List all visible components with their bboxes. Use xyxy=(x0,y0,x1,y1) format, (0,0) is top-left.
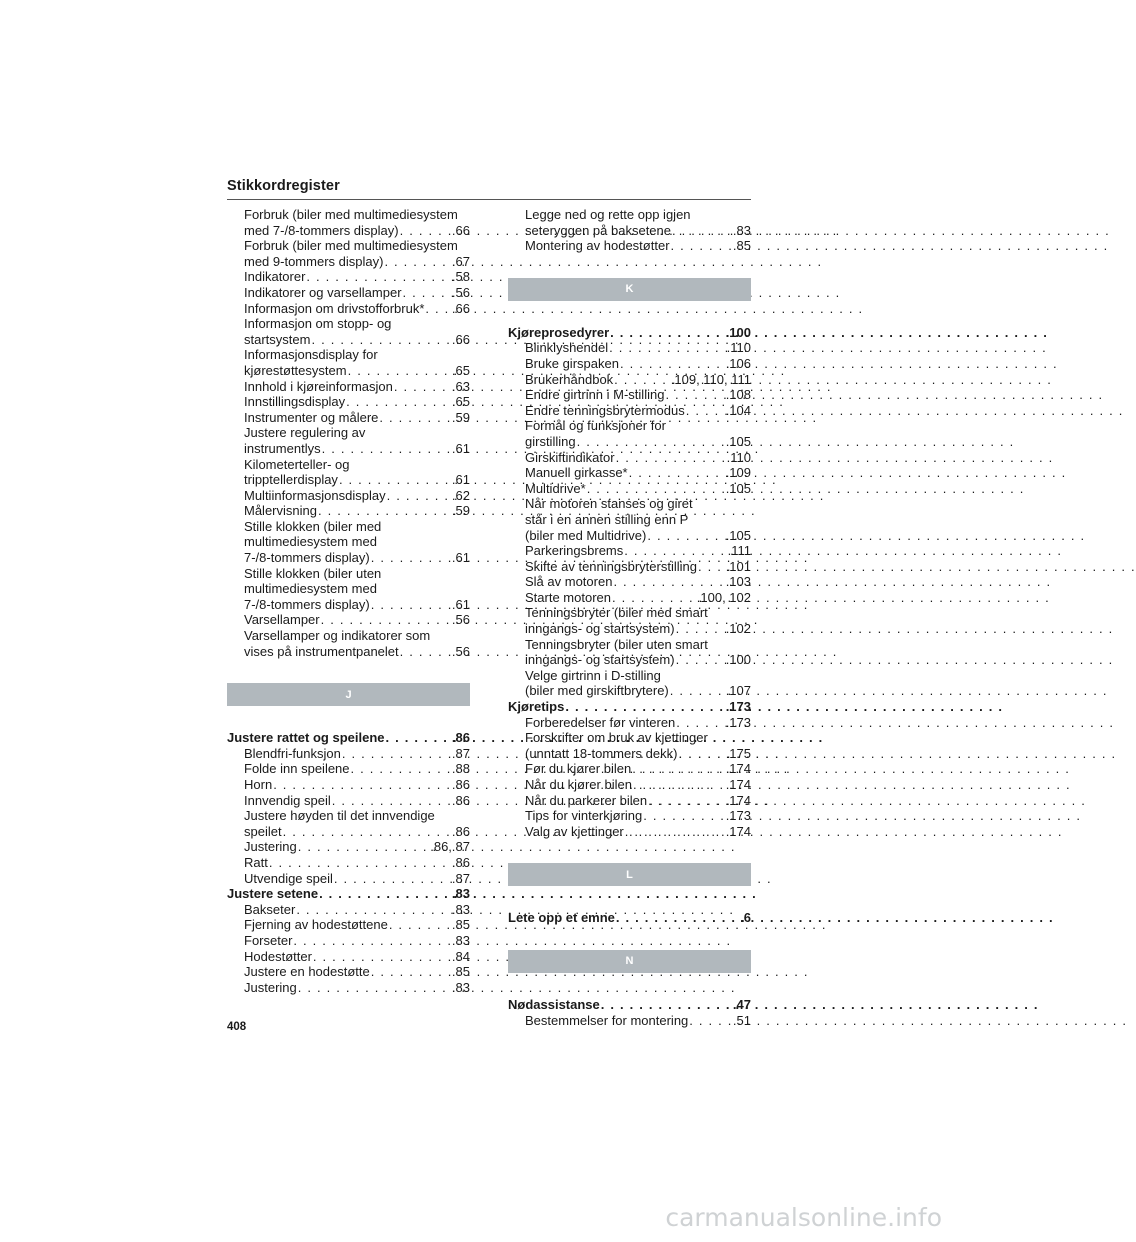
index-sub-entry[interactable] xyxy=(227,597,470,613)
dot-leader xyxy=(686,403,725,419)
dot-leader xyxy=(610,325,725,341)
entry-page-ref: .85 xyxy=(451,964,470,980)
dot-leader xyxy=(613,574,724,590)
entry-page-ref: .61 xyxy=(451,472,470,488)
entry-page-ref: .47 xyxy=(732,996,751,1012)
dot-leader xyxy=(379,410,451,426)
entry-page-ref: .65 xyxy=(451,394,470,410)
entry-page-ref: .86 xyxy=(451,792,470,808)
dot-leader xyxy=(665,387,724,403)
entry-page-ref: .86 xyxy=(451,730,470,746)
entry-page-ref: .174 xyxy=(725,761,751,777)
entry-label: Indikatorer xyxy=(244,269,306,285)
entry-label: Brukerhåndbok xyxy=(525,371,614,387)
entry-page-ref: .103 xyxy=(725,574,751,590)
entry-page-ref: .56 xyxy=(451,643,470,659)
index-sub-entry[interactable] xyxy=(508,652,751,668)
dot-leader xyxy=(306,269,451,285)
entry-label: Slå av motoren xyxy=(525,574,613,590)
index-sub-entry[interactable] xyxy=(508,481,751,497)
entry-label: Ratt xyxy=(244,854,268,870)
dot-leader xyxy=(400,223,451,239)
index-sub-entry[interactable] xyxy=(227,980,470,996)
dot-leader xyxy=(676,621,725,637)
entry-page-ref: .83 xyxy=(451,886,470,902)
index-entry-text-line: Justere høyden til det innvendige xyxy=(244,808,435,824)
entry-label: Bakseter xyxy=(244,901,296,917)
entry-page-ref: .86 xyxy=(451,854,470,870)
dot-leader xyxy=(322,441,451,457)
index-sub-entry[interactable] xyxy=(508,808,751,824)
entry-label: Horn xyxy=(244,777,273,792)
index-entry-text-line: Informasjonsdisplay for xyxy=(244,347,378,363)
entry-page-ref: .59 xyxy=(451,503,470,519)
dot-leader xyxy=(371,550,451,566)
entry-label: kjørestøttesystem xyxy=(244,362,347,378)
dot-leader xyxy=(624,543,726,559)
entry-label: Utvendige speil xyxy=(244,870,333,886)
dot-leader xyxy=(269,855,451,871)
dot-leader xyxy=(632,761,724,777)
index-sub-entry[interactable] xyxy=(508,621,751,637)
entry-label: seteryggen på baksetene xyxy=(525,222,671,238)
section-spacer xyxy=(508,839,751,863)
entry-page-ref: .173 xyxy=(725,714,751,730)
index-main-entry[interactable] xyxy=(227,730,470,746)
entry-page-ref: .106 xyxy=(725,355,751,371)
section-spacer xyxy=(508,926,751,950)
entry-page-ref: .110 xyxy=(726,340,751,356)
entry-label: (biler med Multidrive) xyxy=(525,527,647,543)
entry-label: 7-/8-tommers display) xyxy=(244,550,370,566)
index-entry-text-line: Tenningsbryter (biler uten smart xyxy=(525,636,708,652)
entry-page-ref: .85 xyxy=(451,917,470,933)
entry-label: Innstillingsdisplay xyxy=(244,394,346,410)
entry-label: Når du parkerer bilen xyxy=(525,792,648,808)
index-sub-entry[interactable] xyxy=(508,683,751,699)
entry-label: Instrumenter og målere xyxy=(244,409,379,425)
entry-label: Multiinformasjonsdisplay xyxy=(244,487,386,503)
entry-page-ref: .61 xyxy=(451,596,470,612)
entry-page-ref: .58 xyxy=(451,269,470,285)
entry-label: Før du kjører bilen xyxy=(525,761,632,777)
entry-page-ref: .83 xyxy=(451,979,470,995)
dot-leader xyxy=(616,910,739,926)
entry-page-ref: .105 xyxy=(725,527,751,543)
index-sub-entry[interactable] xyxy=(227,871,470,887)
dot-leader xyxy=(643,808,724,824)
dot-leader xyxy=(400,644,451,660)
dot-leader xyxy=(647,528,724,544)
dot-leader xyxy=(629,465,725,481)
dot-leader xyxy=(389,917,451,933)
entry-page-ref: .111 xyxy=(727,543,751,559)
entry-label: Nødassistanse xyxy=(508,996,600,1012)
entry-page-ref: .87 xyxy=(451,870,470,886)
entry-label: inngangs- og startsystem) xyxy=(525,621,675,637)
entry-label: Lete opp et emne xyxy=(508,910,615,926)
index-sub-entry[interactable] xyxy=(227,855,470,871)
index-sub-entry[interactable] xyxy=(227,269,470,285)
index-sub-entry[interactable] xyxy=(508,465,751,481)
section-spacer xyxy=(227,706,470,730)
index-sub-entry[interactable] xyxy=(227,612,470,628)
index-entry-text-line: står i en annen stilling enn P xyxy=(525,511,689,527)
index-sub-entry[interactable] xyxy=(227,746,470,762)
section-letter-header: N xyxy=(508,950,751,973)
dot-leader xyxy=(565,699,724,715)
index-sub-entry[interactable] xyxy=(508,387,751,403)
dot-leader xyxy=(319,886,451,902)
index-sub-entry[interactable] xyxy=(508,403,751,419)
entry-page-ref: .66 xyxy=(451,222,470,238)
index-sub-entry[interactable] xyxy=(227,917,470,933)
entry-page-ref: .85 xyxy=(732,238,751,254)
index-sub-entry[interactable] xyxy=(227,761,470,777)
entry-label: (biler med girskiftbrytere) xyxy=(525,683,669,699)
entry-label: Valg av kjettinger xyxy=(525,823,624,839)
entry-label: Montering av hodestøtter xyxy=(525,238,670,254)
index-sub-entry[interactable] xyxy=(508,372,751,388)
dot-leader xyxy=(371,597,451,613)
entry-page-ref: .100 xyxy=(725,324,751,340)
entry-label: (unntatt 18-tommers dekk) xyxy=(525,745,678,761)
dot-leader xyxy=(625,824,725,840)
index-sub-entry[interactable] xyxy=(227,254,470,270)
entry-label: Justere rattet og speilene xyxy=(227,730,385,746)
index-sub-entry[interactable] xyxy=(227,902,470,918)
dot-leader xyxy=(311,332,450,348)
dot-leader xyxy=(614,372,670,388)
index-sub-entry[interactable] xyxy=(508,574,751,590)
dot-leader xyxy=(633,777,725,793)
index-sub-entry[interactable] xyxy=(508,238,751,254)
dot-leader xyxy=(313,949,451,965)
index-entry-text-line: Informasjon om stopp- og xyxy=(244,316,392,332)
index-main-entry[interactable] xyxy=(508,699,751,715)
dot-leader xyxy=(689,1013,732,1029)
index-sub-entry[interactable] xyxy=(227,332,470,348)
section-letter-header: L xyxy=(508,863,751,886)
dot-leader xyxy=(403,285,451,301)
entry-label: Varsellamper xyxy=(244,612,320,628)
entry-page-ref: .61 xyxy=(451,440,470,456)
entry-label: Bestemmelser for montering xyxy=(525,1012,689,1028)
entry-label: tripptellerdisplay xyxy=(244,472,338,488)
index-entry-text-line: Stille klokken (biler uten xyxy=(244,565,382,581)
index-entry-text-line: Når motoren stanses og giret xyxy=(525,496,693,512)
index-sub-entry[interactable] xyxy=(508,223,751,239)
dot-leader xyxy=(620,356,725,372)
entry-label: Hodestøtter xyxy=(244,948,312,964)
dot-leader xyxy=(670,683,725,699)
index-sub-entry[interactable] xyxy=(508,824,751,840)
dot-leader xyxy=(351,761,451,777)
index-sub-entry[interactable] xyxy=(508,543,751,559)
dot-leader xyxy=(676,715,724,731)
header-divider xyxy=(227,199,751,200)
index-sub-entry[interactable] xyxy=(227,777,470,793)
section-letter-header: J xyxy=(227,683,470,706)
index-sub-entry[interactable] xyxy=(227,472,470,488)
dot-leader xyxy=(298,980,451,996)
index-sub-entry[interactable] xyxy=(227,824,470,840)
entry-label: Når du kjører bilen xyxy=(525,777,632,792)
entry-label: med 9-tommers display) xyxy=(244,253,384,269)
entry-label: Kjøretips xyxy=(508,699,565,715)
dot-leader xyxy=(387,488,451,504)
dot-leader xyxy=(293,933,451,949)
index-entry-text-line: Forbruk (biler med multimediesystem xyxy=(244,207,458,222)
index-sub-entry[interactable] xyxy=(508,715,751,731)
entry-page-ref: .83 xyxy=(451,901,470,917)
dot-leader xyxy=(342,746,451,762)
index-entry-text-line: Legge ned og rette opp igjen xyxy=(525,207,691,222)
entry-label: Endre tenningsbrytermodus xyxy=(525,402,685,418)
entry-page-ref: .56 xyxy=(451,612,470,628)
entry-label: Skifte av tenningsbryterstilling xyxy=(525,558,697,574)
entry-page-ref: .84 xyxy=(451,948,470,964)
index-sub-entry[interactable] xyxy=(508,450,751,466)
entry-label: Starte motoren xyxy=(525,589,611,605)
entry-page-ref: .101 xyxy=(725,558,751,574)
entry-label: girstilling xyxy=(525,433,576,449)
index-main-entry[interactable] xyxy=(227,886,470,902)
entry-page-ref: .102 xyxy=(725,621,751,637)
index-column-left xyxy=(227,207,470,995)
index-sub-entry[interactable] xyxy=(227,964,470,980)
entry-label: Justere setene xyxy=(227,886,319,902)
entry-page-ref: .83 xyxy=(732,222,751,238)
dot-leader xyxy=(283,824,451,840)
section-spacer xyxy=(227,659,470,683)
entry-label: Justering xyxy=(244,839,297,855)
dot-leader xyxy=(334,871,451,887)
entry-page-ref: .108 xyxy=(725,387,751,403)
entry-label: Bruke girspaken xyxy=(525,355,619,371)
entry-page-ref: .62 xyxy=(451,487,470,503)
entry-page-ref: .175 xyxy=(725,745,751,761)
index-sub-entry[interactable] xyxy=(227,394,470,410)
entry-label: Justere en hodestøtte xyxy=(244,964,370,980)
entry-label: Parkeringsbrems xyxy=(525,543,624,559)
entry-page-ref: .109 xyxy=(725,465,751,481)
index-sub-entry[interactable] xyxy=(227,488,470,504)
page-number: 408 xyxy=(227,1021,247,1033)
entry-label: Indikatorer og varsellamper xyxy=(244,284,402,300)
index-sub-entry[interactable] xyxy=(227,363,470,379)
dot-leader xyxy=(601,997,732,1013)
dot-leader xyxy=(698,559,725,575)
index-sub-entry[interactable] xyxy=(508,559,751,575)
entry-page-ref: .59 xyxy=(451,409,470,425)
entry-label: Folde inn speilene xyxy=(244,761,350,777)
dot-leader xyxy=(346,394,451,410)
index-entry-text-line: Stille klokken (biler med xyxy=(244,518,382,534)
watermark: carmanualsonline.info xyxy=(665,1203,942,1232)
entry-page-ref: .107 xyxy=(725,683,751,699)
entry-page-ref: .6 xyxy=(740,910,751,926)
section-letter-header: K xyxy=(508,278,751,301)
index-entry-text-line: multimediesystem med xyxy=(244,581,377,597)
dot-leader xyxy=(394,379,451,395)
entry-label: Girskiftindikator xyxy=(525,449,615,465)
entry-label: Målervisning xyxy=(244,503,317,519)
index-sub-entry[interactable] xyxy=(508,590,751,606)
entry-page-ref: .105 xyxy=(725,480,751,496)
section-spacer xyxy=(508,973,751,997)
index-entry-text-line: Justere regulering av xyxy=(244,425,366,441)
section-spacer xyxy=(508,301,751,325)
index-sub-entry[interactable] xyxy=(227,441,470,457)
entry-page-ref: .86 xyxy=(451,823,470,839)
entry-page-ref: .174 xyxy=(725,777,751,792)
entry-page-ref: .67 xyxy=(451,253,470,269)
index-sub-entry[interactable] xyxy=(508,434,751,450)
entry-label: Blinklyshendel xyxy=(525,340,609,356)
index-entry-text-line: multimediesystem med xyxy=(244,534,377,550)
index-main-entry[interactable] xyxy=(508,910,751,926)
section-spacer xyxy=(508,886,751,910)
index-sub-entry[interactable] xyxy=(227,839,470,855)
entry-label: Blendfri-funksjon xyxy=(244,745,341,761)
index-column-right xyxy=(508,207,751,1028)
entry-label: Endre girtrinn i M-stilling xyxy=(525,387,665,403)
dot-leader xyxy=(672,223,732,239)
index-entry-text-line: Kilometerteller- og xyxy=(244,456,350,472)
dot-leader xyxy=(332,793,451,809)
dot-leader xyxy=(386,730,451,746)
dot-leader xyxy=(676,652,725,668)
entry-page-ref: .65 xyxy=(451,362,470,378)
index-entry-text-line: Varsellamper og indikatorer som xyxy=(244,628,431,644)
dot-leader xyxy=(321,612,451,628)
dot-leader xyxy=(616,450,726,466)
entry-page-ref: .86 xyxy=(451,777,470,792)
entry-page-ref: .66 xyxy=(451,300,470,316)
dot-leader xyxy=(384,254,450,270)
entry-label: Forberedelser før vinteren xyxy=(525,714,676,730)
index-sub-entry[interactable] xyxy=(508,761,751,777)
entry-page-ref: .173 xyxy=(725,699,751,715)
index-sub-entry[interactable] xyxy=(227,550,470,566)
entry-page-ref: .86, 87 xyxy=(430,839,470,855)
index-sub-entry[interactable] xyxy=(227,410,470,426)
index-sub-entry[interactable] xyxy=(227,379,470,395)
index-sub-entry[interactable] xyxy=(227,223,470,239)
entry-page-ref: .109, 110, 111 xyxy=(670,371,751,387)
index-entry-text-line: Forbruk (biler med multimediesystem xyxy=(244,238,458,254)
index-main-entry[interactable] xyxy=(508,325,751,341)
entry-page-ref: .83 xyxy=(451,932,470,948)
index-entry-text-line: Forskrifter om bruk av kjettinger xyxy=(525,730,708,746)
entry-label: vises på instrumentpanelet xyxy=(244,643,399,659)
entry-page-ref: .87 xyxy=(451,745,470,761)
dot-leader xyxy=(348,363,451,379)
dot-leader xyxy=(296,902,451,918)
entry-page-ref: .173 xyxy=(725,808,751,824)
dot-leader xyxy=(425,301,451,317)
index-entry-text-line: Formål og funksjoner for xyxy=(525,418,666,434)
index-sub-entry[interactable] xyxy=(227,503,470,519)
entry-label: Multidrive* xyxy=(525,480,586,496)
entry-label: Fjerning av hodestøttene xyxy=(244,917,388,933)
dot-leader xyxy=(671,238,732,254)
index-sub-entry[interactable] xyxy=(227,301,470,317)
entry-label: Innvendig speil xyxy=(244,792,331,808)
entry-label: instrumentlys xyxy=(244,440,321,456)
entry-page-ref: .61 xyxy=(451,550,470,566)
entry-label: Kjøreprosedyrer xyxy=(508,324,610,340)
dot-leader xyxy=(609,340,726,356)
index-sub-entry[interactable] xyxy=(227,793,470,809)
entry-page-ref: .63 xyxy=(451,378,470,394)
index-sub-entry[interactable] xyxy=(508,340,751,356)
dot-leader xyxy=(371,964,451,980)
dot-leader xyxy=(298,839,429,855)
index-sub-entry[interactable] xyxy=(508,793,751,809)
entry-label: Manuell girkasse* xyxy=(525,465,628,481)
index-sub-entry[interactable] xyxy=(508,746,751,762)
entry-page-ref: .104 xyxy=(725,402,751,418)
dot-leader xyxy=(339,472,451,488)
index-sub-entry[interactable] xyxy=(508,356,751,372)
entry-label: startsystem xyxy=(244,331,311,347)
entry-label: Tips for vinterkjøring xyxy=(525,808,643,824)
dot-leader xyxy=(678,746,724,762)
entry-label: Forseter xyxy=(244,932,293,948)
entry-page-ref: .100 xyxy=(725,652,751,668)
entry-page-ref: .56 xyxy=(451,284,470,300)
index-entry-text-line: Velge girtrinn i D-stilling xyxy=(525,667,661,683)
entry-page-ref: .174 xyxy=(725,792,751,808)
entry-label: Informasjon om drivstofforbruk* xyxy=(244,300,425,316)
index-sub-entry[interactable] xyxy=(508,1013,751,1029)
entry-page-ref: .110 xyxy=(726,449,751,465)
entry-page-ref: .105 xyxy=(725,433,751,449)
page-title: Stikkordregister xyxy=(227,178,340,194)
entry-label: med 7-/8-tommers display) xyxy=(244,222,399,238)
index-entry-text-line: Tenningsbryter (biler med smart xyxy=(525,605,708,621)
dot-leader xyxy=(318,503,451,519)
index-sub-entry[interactable] xyxy=(508,528,751,544)
dot-leader xyxy=(587,481,725,497)
dot-leader xyxy=(273,777,451,793)
entry-page-ref: .66 xyxy=(451,331,470,347)
dot-leader xyxy=(577,434,725,450)
entry-page-ref: .51 xyxy=(732,1012,751,1028)
entry-page-ref: .88 xyxy=(451,761,470,777)
entry-label: 7-/8-tommers display) xyxy=(244,596,370,612)
index-sub-entry[interactable] xyxy=(508,777,751,793)
section-spacer xyxy=(508,254,751,278)
index-sub-entry[interactable] xyxy=(227,933,470,949)
entry-label: Justering xyxy=(244,979,297,995)
dot-leader xyxy=(612,590,696,606)
entry-page-ref: .174 xyxy=(725,823,751,839)
dot-leader xyxy=(648,793,725,809)
entry-label: Innhold i kjøreinformasjon xyxy=(244,378,393,394)
entry-label: inngangs- og startsystem) xyxy=(525,652,675,668)
index-sub-entry[interactable] xyxy=(227,949,470,965)
index-sub-entry[interactable] xyxy=(227,285,470,301)
entry-label: speilet xyxy=(244,823,282,839)
index-sub-entry[interactable] xyxy=(227,644,470,660)
index-main-entry[interactable] xyxy=(508,997,751,1013)
entry-page-ref: .100, 102 xyxy=(696,589,751,605)
